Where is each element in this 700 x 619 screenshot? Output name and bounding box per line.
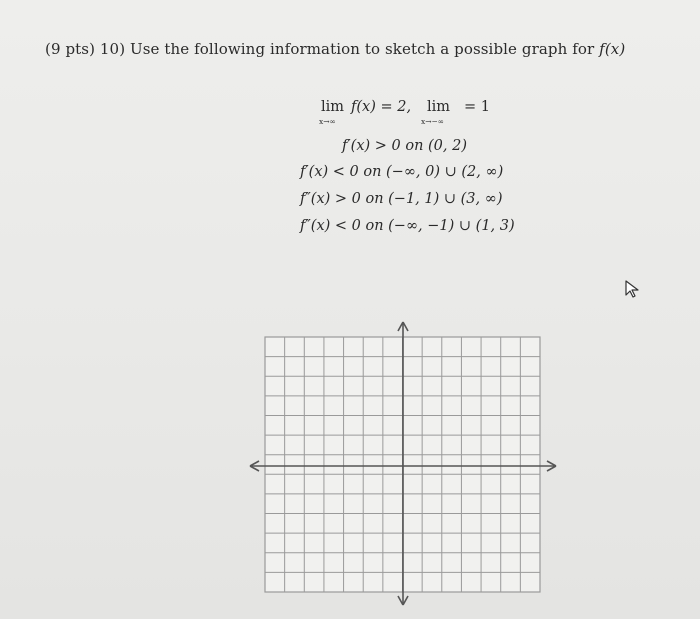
question-function: f(x) — [599, 40, 626, 58]
limit-2-expression: = 1 — [464, 99, 490, 115]
condition-3: f″(x) > 0 on (−1, 1) ∪ (3, ∞) — [300, 191, 503, 207]
condition-2: f′(x) < 0 on (−∞, 0) ∪ (2, ∞) — [300, 164, 504, 180]
limit-2-subscript: x→−∞ — [421, 117, 445, 126]
limit-1-label: lim — [321, 99, 345, 115]
limit-2-label: lim — [427, 99, 451, 115]
condition-1: f′(x) > 0 on (0, 2) — [342, 138, 468, 154]
condition-4: f″(x) < 0 on (−∞, −1) ∪ (1, 3) — [300, 218, 515, 234]
limit-1-expression: f(x) = 2, — [351, 99, 412, 115]
limit-1-subscript: x→∞ — [319, 117, 336, 126]
question-prefix: (9 pts) 10) Use the following information to sketch a possible graph for — [45, 40, 600, 58]
